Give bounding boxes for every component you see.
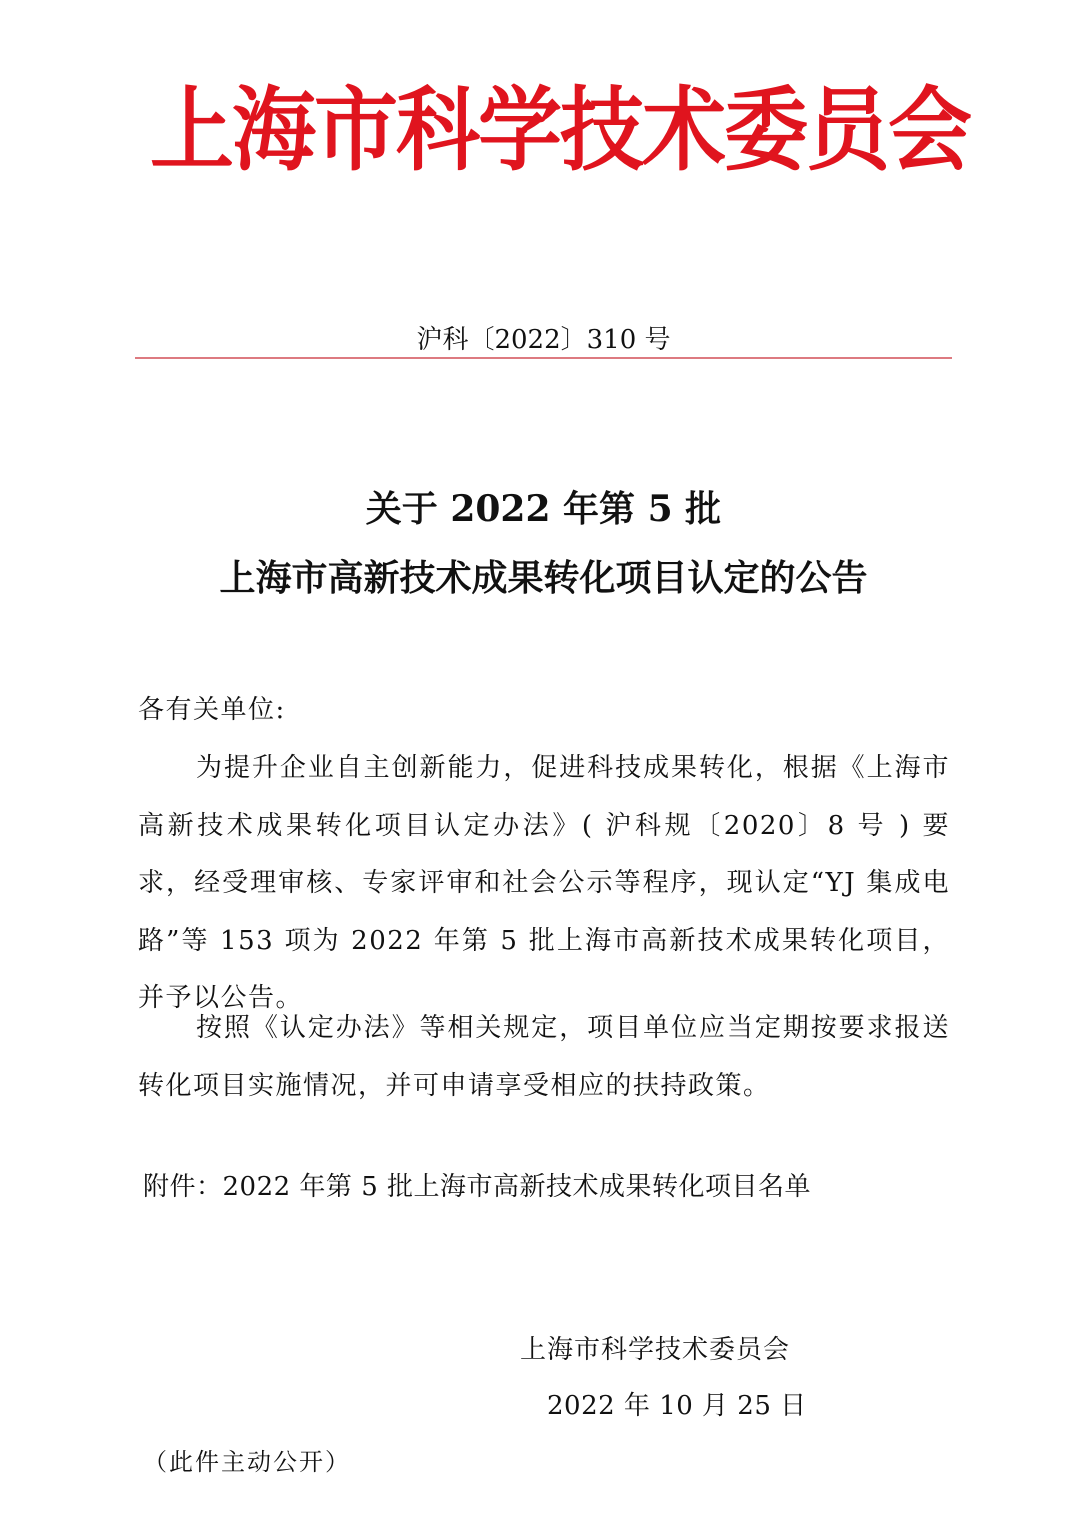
signer: 上海市科学技术委员会 <box>520 1335 791 1365</box>
issuer-masthead: 上海市科学技术委员会 <box>150 76 971 183</box>
document-title-line2: 上海市高新技术成果转化项目认定的公告 <box>219 557 868 599</box>
disclosure-note: （此件主动公开） <box>143 1448 351 1476</box>
header-divider <box>135 357 952 359</box>
body-paragraph-1: 为提升企业自主创新能力，促进科技成果转化，根据《上海市高新技术成果转化项目认定办法》( 沪科规〔2020〕8 号 ) 要求，经受理审核、专家评审和社会公示等程序，现认定“YJ 集成电路”等 153 项为 2022 年第 5 批上海市高新技术成果转化项目，并予以公告。 <box>138 753 950 1013</box>
document-title-line1: 关于 2022 年第 5 批 <box>365 488 722 530</box>
issue-date: 2022 年 10 月 25 日 <box>547 1391 807 1421</box>
salutation: 各有关单位: <box>138 695 286 725</box>
body-paragraph-2: 按照《认定办法》等相关规定，项目单位应当定期按要求报送转化项目实施情况，并可申请享受相应的扶持政策。 <box>138 1013 950 1101</box>
attachment-line: 附件：2022 年第 5 批上海市高新技术成果转化项目名单 <box>143 1172 812 1202</box>
document-number: 沪科〔2022〕310 号 <box>416 325 671 355</box>
